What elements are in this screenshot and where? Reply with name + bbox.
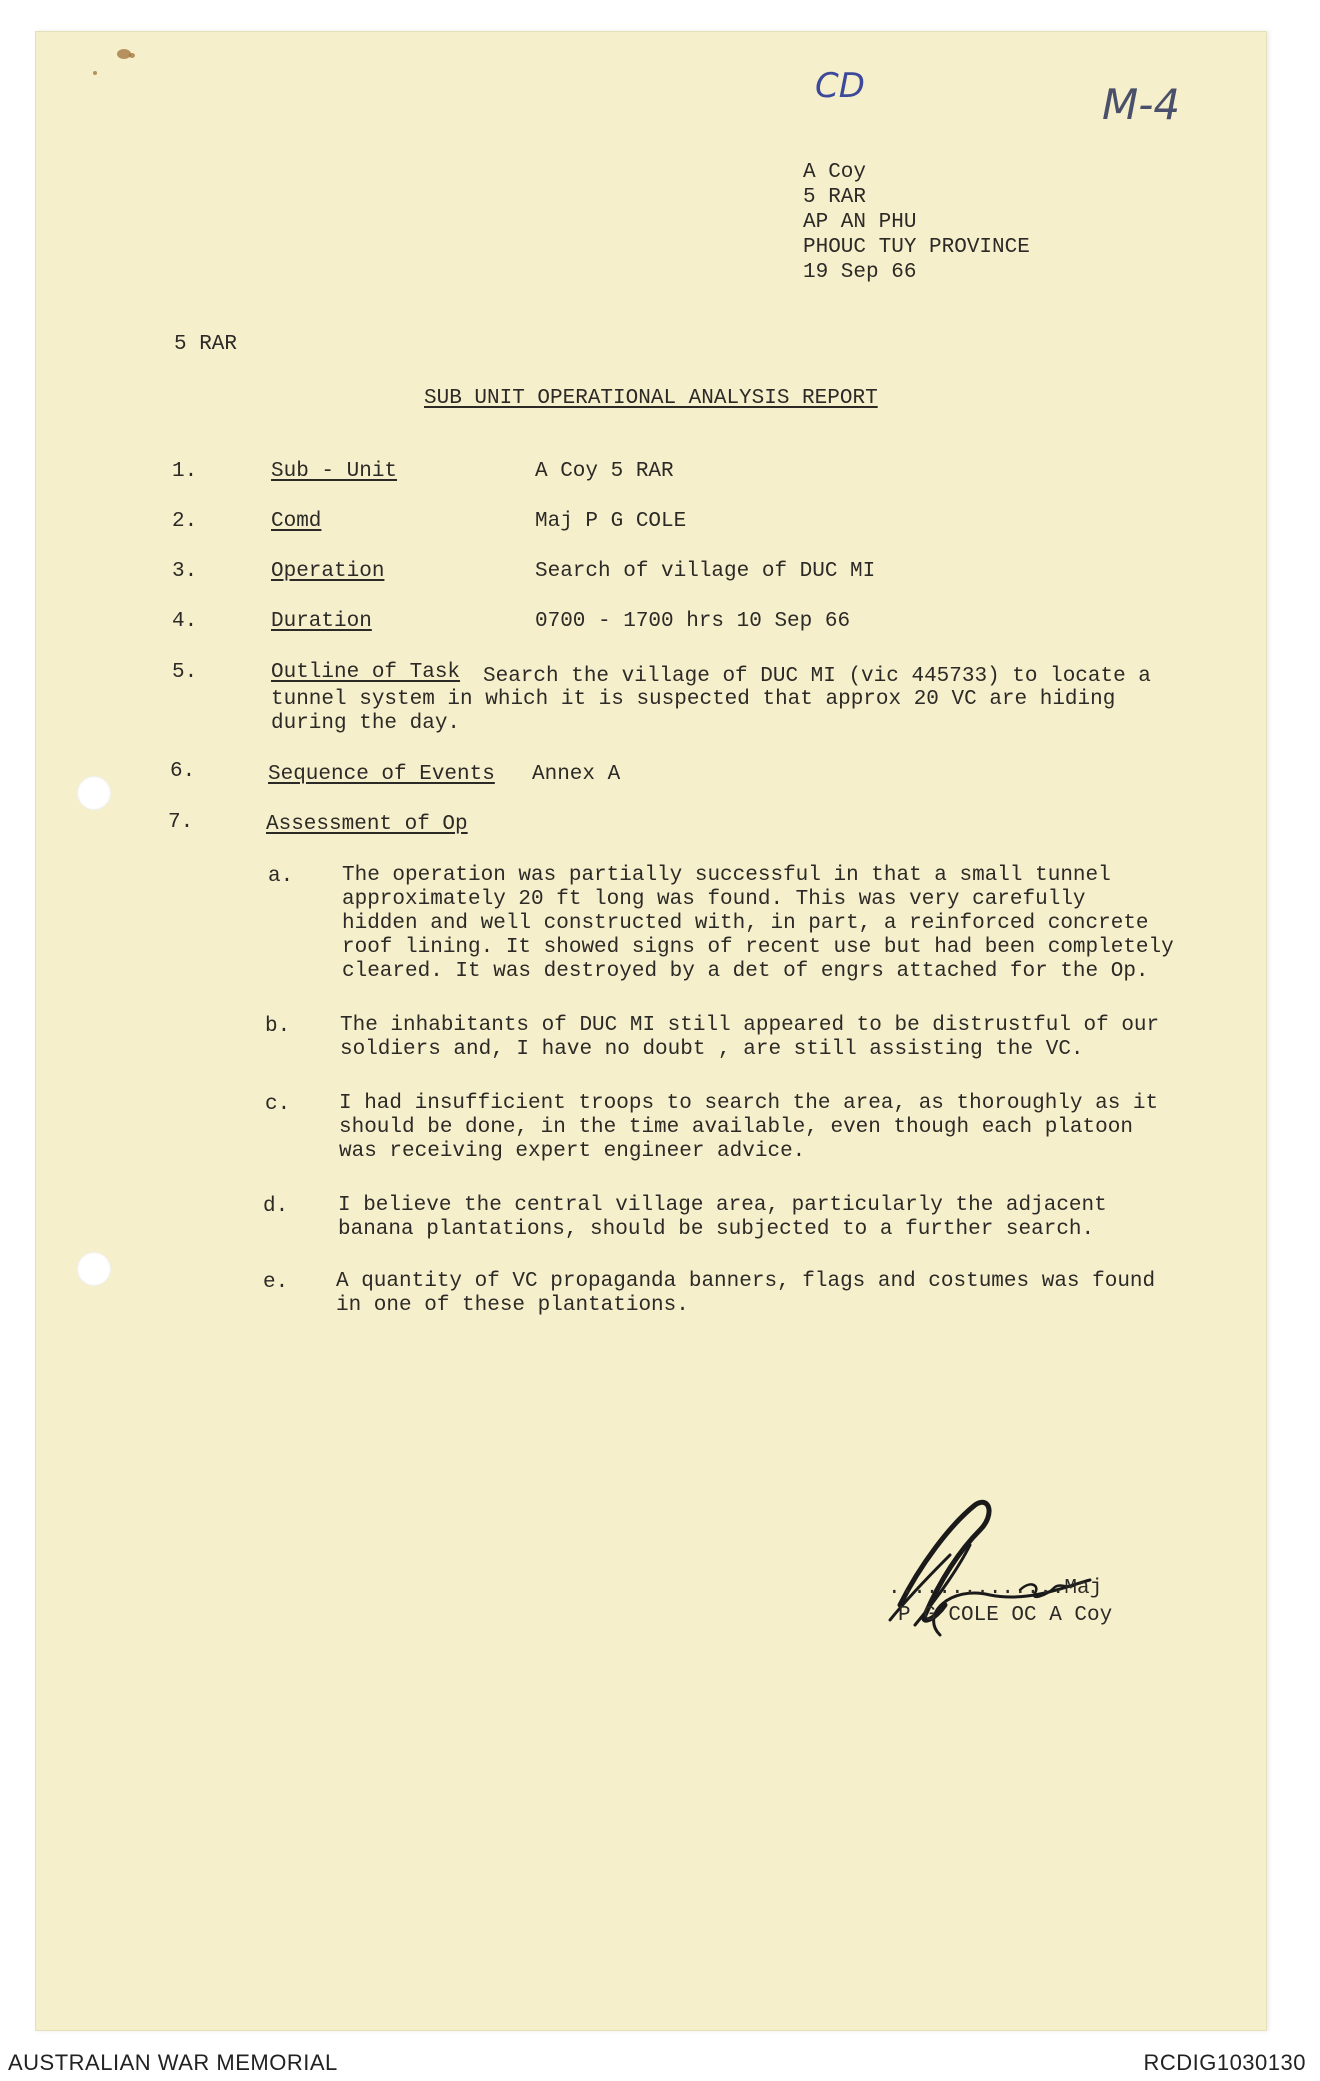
assessment-text: I had insufficient troops to search the area, as thoroughly as it should be done, in the time available, even though each platoon was receiving expert engineer advice. <box>339 1092 1159 1163</box>
assessment-text: The inhabitants of DUC MI still appeared to be distrustful of our soldiers and, I have no doubt , are still assisting the VC. <box>340 1014 1160 1061</box>
address-line: A Coy <box>803 161 867 184</box>
punch-hole <box>77 776 111 810</box>
address-line: 5 RAR <box>803 186 867 209</box>
item-number: 7. <box>168 811 194 834</box>
item-label: Outline of Task <box>271 661 461 684</box>
footer-source: AUSTRALIAN WAR MEMORIAL <box>8 2050 338 2075</box>
item-number: 6. <box>170 760 196 783</box>
footer-reference: RCDIG1030130 <box>1143 2050 1306 2075</box>
signature-line: ..............Maj <box>888 1577 1103 1600</box>
address-line: 19 Sep 66 <box>803 261 917 284</box>
item-value: Annex A <box>532 763 621 786</box>
rust-stain <box>93 71 97 75</box>
item-number: 2. <box>172 510 198 533</box>
assessment-text: I believe the central village area, particularly the adjacent banana plantations, should be subjected to a further search. <box>338 1194 1107 1241</box>
item-label: Comd <box>271 510 322 533</box>
item-label: Sequence of Events <box>268 763 495 786</box>
item-label: Sub - Unit <box>271 460 398 483</box>
assessment-letter: a. <box>268 865 294 888</box>
assessment-letter: c. <box>265 1093 291 1116</box>
handwritten-mark: CD <box>815 66 865 106</box>
assessment-text: The operation was partially successful in that a small tunnel approximately 20 ft long was found. This was very carefully hidden and well constructed with, in part, a reinforced concrete roof lining. It showed signs of recent use but had been completely cleared. It was destroyed by a det of engrs attached for the Op. <box>342 864 1174 983</box>
assessment-letter: d. <box>263 1195 289 1218</box>
handwritten-reference: M-4 <box>1102 80 1181 129</box>
report-title: SUB UNIT OPERATIONAL ANALYSIS REPORT <box>424 387 878 410</box>
item-value-continued: tunnel system in which it is suspected that approx 20 VC are hiding during the day. <box>271 688 1116 735</box>
item-value: 0700 - 1700 hrs 10 Sep 66 <box>535 610 851 633</box>
assessment-letter: e. <box>263 1271 289 1294</box>
address-line: PHOUC TUY PROVINCE <box>803 236 1030 259</box>
recipient: 5 RAR <box>174 333 238 356</box>
assessment-text: A quantity of VC propaganda banners, flags and costumes was found in one of these plantations. <box>336 1270 1156 1317</box>
rust-stain <box>129 53 135 58</box>
item-number: 4. <box>172 610 198 633</box>
item-value: A Coy 5 RAR <box>535 460 674 483</box>
item-number: 1. <box>172 460 198 483</box>
item-value: Search the village of DUC MI (vic 445733) to locate a <box>483 665 1151 688</box>
item-label: Operation <box>271 560 385 583</box>
punch-hole <box>77 1252 111 1286</box>
item-value: Maj P G COLE <box>535 510 687 533</box>
item-label: Assessment of Op <box>266 813 468 836</box>
item-value: Search of village of DUC MI <box>535 560 876 583</box>
assessment-letter: b. <box>265 1015 291 1038</box>
item-label: Duration <box>271 610 372 633</box>
item-number: 5. <box>172 661 198 684</box>
signatory-name: P G COLE OC A Coy <box>898 1604 1113 1627</box>
item-number: 3. <box>172 560 198 583</box>
address-line: AP AN PHU <box>803 211 917 234</box>
